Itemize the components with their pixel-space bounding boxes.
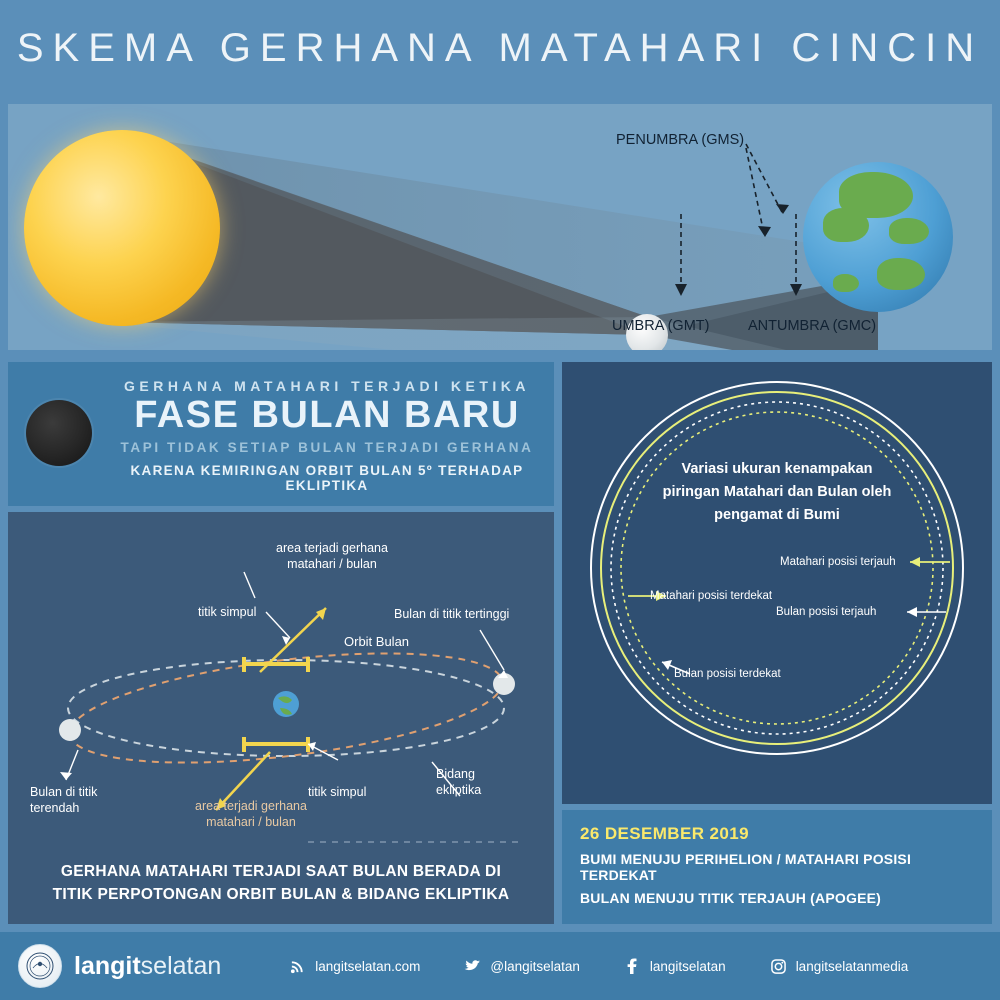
orbit-caption: GERHANA MATAHARI TERJADI SAAT BULAN BERADA DI TITIK PERPOTONGAN ORBIT BULAN & BIDANG EKLIPTIKA [52, 862, 510, 903]
label-area-gerhana-top: area terjadi gerhana matahari / bulan [276, 541, 388, 572]
label-area-gerhana-bottom: area terjadi gerhana matahari / bulan [195, 799, 307, 830]
social-link-website[interactable] [289, 958, 420, 975]
page-footer [0, 932, 1000, 1000]
facebook-icon [624, 958, 641, 975]
langitselatan-logo [18, 944, 62, 988]
variation-title: Variasi ukuran kenampakan piringan Matahari dan Bulan oleh pengamat di Bumi [662, 461, 892, 524]
event-note-2: BULAN MENUJU TITIK TERJAUH (APOGEE) [580, 890, 882, 906]
social-label-twitter: @langitselatan [490, 958, 580, 974]
brand-light: selatan [140, 951, 222, 980]
concentric-disks-svg [562, 362, 992, 804]
twitter-icon [464, 958, 481, 975]
callout-arrows-svg [8, 104, 992, 350]
label-orbit-bulan: Orbit Bulan [344, 634, 410, 649]
social-label-website: langitselatan.com [315, 958, 421, 974]
social-link-twitter[interactable] [464, 958, 580, 975]
logo-mark-icon [25, 951, 55, 981]
event-date-panel [562, 810, 992, 924]
label-titik-simpul-bottom: titik simpul [308, 785, 367, 799]
label-antumbra: ANTUMBRA (GMC) [748, 318, 877, 334]
social-links [289, 958, 908, 975]
phase-line-1: GERHANA MATAHARI TERJADI KETIKA [123, 378, 530, 394]
phase-line-2: FASE BULAN BARU [134, 394, 520, 436]
label-umbra: UMBRA (GMT) [612, 318, 710, 334]
phase-line-4: KARENA KEMIRINGAN ORBIT BULAN 5º TERHADAP EKLIPTIKA [130, 462, 524, 493]
rss-icon [289, 958, 306, 975]
circle-bulan-terjauh [611, 402, 943, 734]
moon-orbit-panel [8, 512, 554, 924]
apparent-size-variation-panel [562, 362, 992, 804]
event-date: 26 DESEMBER 2019 [580, 824, 749, 843]
social-link-facebook[interactable] [624, 958, 726, 975]
new-moon-icon [26, 400, 92, 466]
label-bulan-terendah: Bulan di titik terendah [30, 785, 98, 816]
label-bidang-ekliptika: Bidang ekliptika [436, 767, 482, 798]
label-matahari-terdekat: Matahari posisi terdekat [650, 590, 773, 602]
page-title: SKEMA GERHANA MATAHARI CINCIN [16, 25, 984, 70]
social-label-instagram: langitselatanmedia [795, 958, 909, 974]
brand-bold: langit [74, 951, 141, 980]
circle-matahari-terdekat [601, 392, 953, 744]
label-matahari-terjauh: Matahari posisi terjauh [780, 556, 896, 568]
label-bulan-terdekat: Bulan posisi terdekat [674, 668, 781, 680]
event-note-1: BUMI MENUJU PERIHELION / MATAHARI POSISI TERDEKAT [580, 851, 912, 883]
brand-wordmark [74, 952, 221, 981]
new-moon-phase-panel [8, 362, 554, 506]
page-header [0, 0, 1000, 96]
circle-bulan-terdekat [591, 382, 963, 754]
instagram-icon [770, 958, 787, 975]
label-titik-simpul-top: titik simpul [198, 605, 257, 619]
phase-line-3: TAPI TIDAK SETIAP BULAN TERJADI GERHANA [120, 439, 534, 455]
label-penumbra: PENUMBRA (GMS) [616, 132, 745, 148]
label-bulan-terjauh: Bulan posisi terjauh [776, 606, 877, 618]
eclipse-geometry-diagram [8, 104, 992, 350]
label-bulan-tertinggi: Bulan di titik tertinggi [394, 607, 510, 621]
social-link-instagram[interactable] [770, 958, 909, 975]
social-label-facebook: langitselatan [649, 958, 726, 974]
